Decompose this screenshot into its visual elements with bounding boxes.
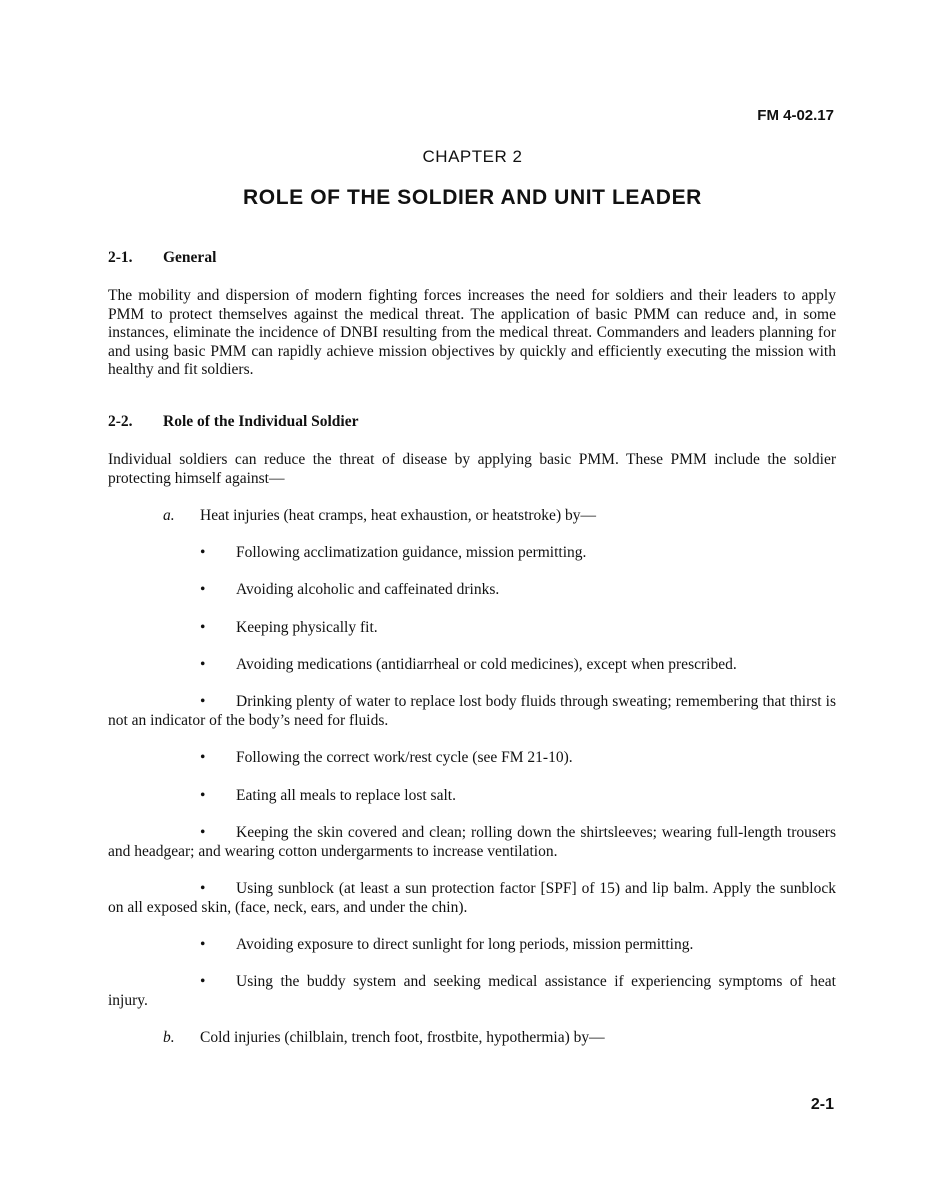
list-item (200, 581, 499, 599)
section-paragraph-general: The mobility and dispersion of modern fighting forces increases the need for soldiers and their leaders to apply PMM to protect themselves against the medical threat. The application of basic PMM can reduce and, in some instances, eliminate the incidence of DNBI resulting from the medical threat. Commanders and leaders planning for and using basic PMM can rapidly achieve mission objectives by quickly and efficiently executing the mission with healthy and fit soldiers. (108, 287, 836, 378)
list-item (200, 749, 573, 767)
section-heading-general (108, 249, 216, 267)
section-paragraph-individual-soldier: Individual soldiers can reduce the threat of disease by applying basic PMM. These PMM include the soldier protecting himself against— (108, 451, 836, 487)
list-item (200, 619, 378, 637)
bullet-icon: • (200, 693, 206, 710)
bullet-icon: • (200, 787, 206, 804)
list-item-text: Avoiding alcoholic and caffeinated drinks. (236, 581, 500, 598)
subitem-letter: b. (163, 1029, 175, 1046)
list-item (200, 544, 586, 562)
list-item (200, 656, 737, 674)
list-item-text: Avoiding medications (antidiarrheal or cold medicines), except when prescribed. (236, 656, 737, 673)
section-number: 2-1. (108, 249, 133, 266)
list-item-text: Keeping the skin covered and clean; rolling down the shirtsleeves; wearing full-length trousers and headgear; and wearing cotton undergarments to increase ventilation. (108, 824, 836, 860)
bullet-icon: • (200, 973, 206, 990)
list-item (200, 936, 693, 954)
list-item-text: Avoiding exposure to direct sunlight for long periods, mission permitting. (236, 936, 694, 953)
section-number: 2-2. (108, 413, 133, 430)
subitem-b (163, 1029, 605, 1047)
bullet-icon: • (200, 544, 206, 561)
section-title: Role of the Individual Soldier (163, 413, 359, 430)
list-item (108, 824, 836, 861)
list-item (108, 693, 836, 730)
subitem-text: Cold injuries (chilblain, trench foot, frostbite, hypothermia) by— (200, 1029, 605, 1046)
list-item (108, 880, 836, 917)
subitem-letter: a. (163, 507, 175, 524)
list-item (200, 787, 456, 805)
subitem-a (163, 507, 596, 525)
chapter-title: ROLE OF THE SOLDIER AND UNIT LEADER (243, 186, 702, 209)
list-item-text: Following acclimatization guidance, mission permitting. (236, 544, 587, 561)
bullet-icon: • (200, 936, 206, 953)
section-title: General (163, 249, 217, 266)
bullet-icon: • (200, 619, 206, 636)
list-item-text: Eating all meals to replace lost salt. (236, 787, 456, 804)
bullet-icon: • (200, 880, 206, 897)
bullet-icon: • (200, 581, 206, 598)
chapter-label: CHAPTER 2 (422, 147, 523, 166)
list-item-text: Drinking plenty of water to replace lost body fluids through sweating; remembering that thirst is not an indicator of the body’s need for fluids. (108, 693, 836, 729)
list-item-text: Following the correct work/rest cycle (see FM 21-10). (236, 749, 573, 766)
list-item-text: Using the buddy system and seeking medical assistance if experiencing symptoms of heat injury. (108, 973, 836, 1009)
bullet-icon: • (200, 656, 206, 673)
bullet-icon: • (200, 749, 206, 766)
page-number: 2-1 (810, 1096, 834, 1113)
list-item (108, 973, 836, 1010)
bullet-icon: • (200, 824, 206, 841)
document-id: FM 4-02.17 (757, 107, 834, 124)
subitem-text: Heat injuries (heat cramps, heat exhaustion, or heatstroke) by— (200, 507, 596, 524)
list-item-text: Keeping physically fit. (236, 619, 378, 636)
section-heading-individual-soldier (108, 413, 359, 431)
list-item-text: Using sunblock (at least a sun protection factor [SPF] of 15) and lip balm. Apply the sunblock on all exposed skin, (face, neck, ears, and under the chin). (108, 880, 836, 916)
